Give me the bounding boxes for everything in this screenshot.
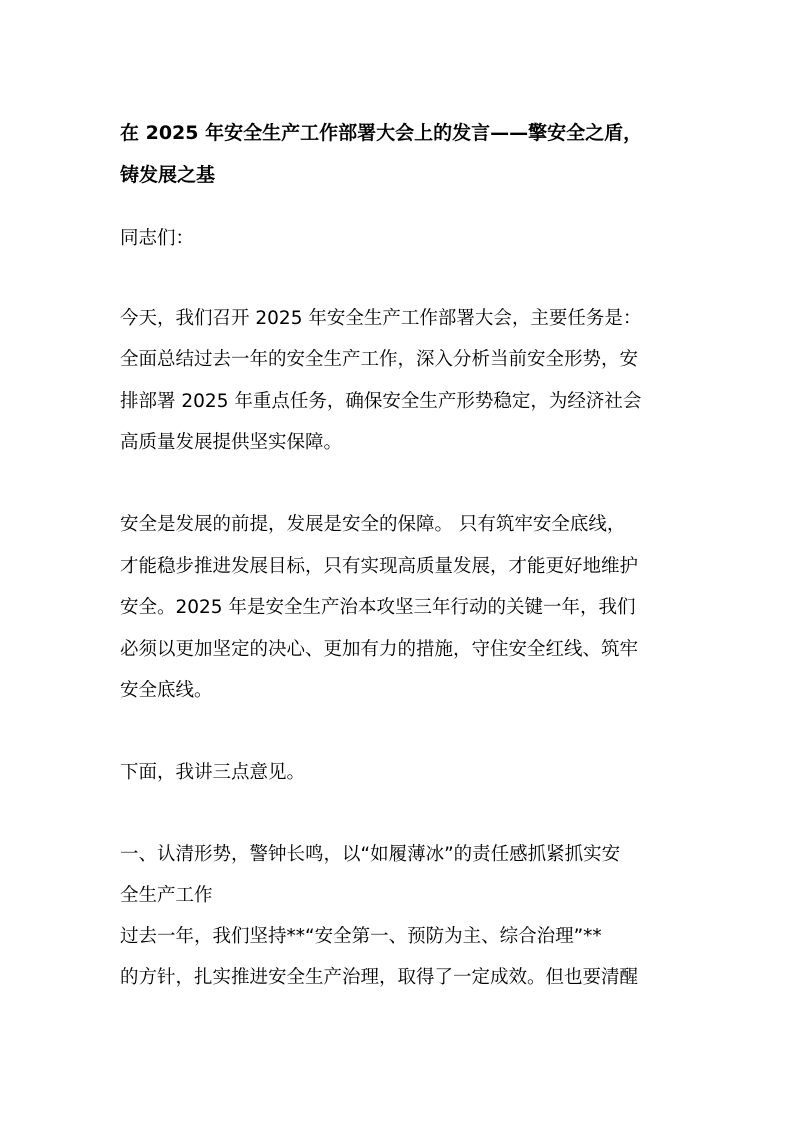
text-line: 必须以更加坚定的决心、更加有力的措施，守住安全红线、筑牢	[120, 639, 639, 660]
text-line: 过去一年，我们坚持**“安全第一、预防为主、综合治理”**	[120, 926, 602, 947]
text-line: 今天，我们召开 2025 年安全生产工作部署大会，主要任务是：	[120, 308, 642, 329]
text-line: 全生产工作	[120, 885, 213, 906]
text-line: 一、认清形势，警钟长鸣，以“如履薄冰”的责任感抓紧抓实安	[120, 844, 621, 865]
salutation: 同志们：	[120, 228, 195, 249]
text-line: 安全底线。	[120, 680, 213, 701]
transition-paragraph: 下面，我讲三点意见。	[120, 762, 306, 783]
text-line: 的方针，扎实推进安全生产治理，取得了一定成效。但也要清醒	[120, 967, 639, 988]
text-line: 安全是发展的前提，发展是安全的保障。 只有筑牢安全底线，	[120, 514, 626, 535]
title-line: 在 2025 年安全生产工作部署大会上的发言——擎安全之盾，	[120, 122, 643, 144]
text-line: 高质量发展提供坚实保障。	[120, 432, 343, 453]
title-line: 铸发展之基	[120, 164, 216, 186]
text-line: 才能稳步推进发展目标，只有实现高质量发展，才能更好地维护	[120, 556, 639, 577]
text-line: 全面总结过去一年的安全生产工作，深入分析当前安全形势，安	[120, 349, 639, 370]
text-line: 排部署 2025 年重点任务，确保安全生产形势稳定，为经济社会	[120, 391, 642, 412]
text-line: 安全。2025 年是安全生产治本攻坚三年行动的关键一年，我们	[120, 597, 636, 618]
